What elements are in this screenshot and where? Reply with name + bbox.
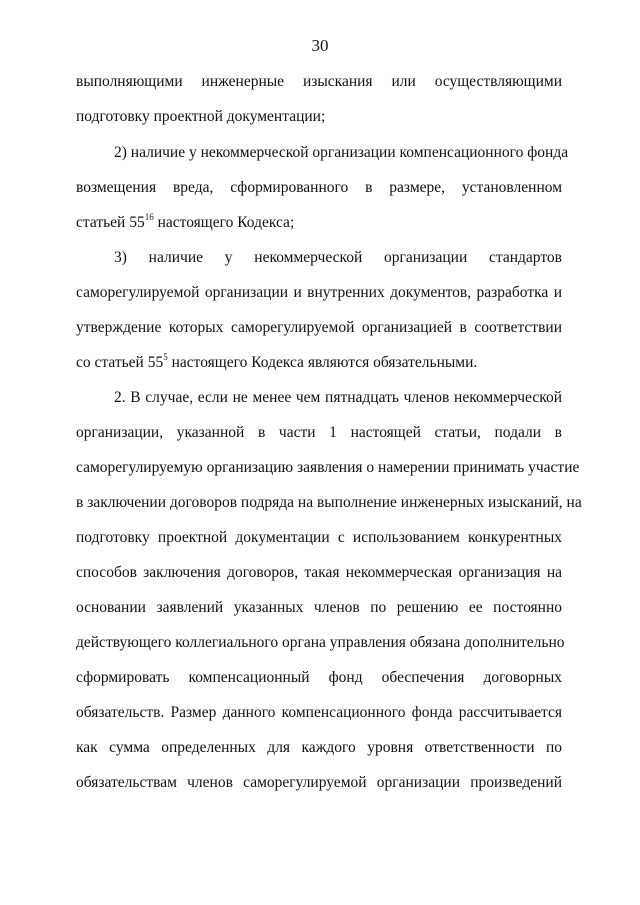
text-line: действующего коллегиального органа управления обязана дополнительно [76, 634, 565, 651]
superscript: 16 [144, 211, 154, 222]
text-fragment: со статьей 55 [76, 354, 164, 371]
text-line: подготовку проектной документации с использованием конкурентных [76, 529, 562, 546]
text-line: обязательств. Размер данного компенсационного фонда рассчитывается [76, 704, 562, 721]
text-line: 3) наличие у некоммерческой организации стандартов [114, 249, 562, 266]
text-fragment: настоящего Кодекса; [153, 214, 295, 231]
text-fragment: настоящего Кодекса являются обязательными. [167, 354, 478, 371]
text-line: саморегулируемой организации и внутренних документов, разработка и [76, 284, 562, 301]
text-line: способов заключения договоров, такая некоммерческая организация на [76, 564, 562, 581]
text-line: как сумма определенных для каждого уровня ответственности по [76, 739, 562, 756]
text-line: 2. В случае, если не менее чем пятнадцать членов некоммерческой [114, 389, 562, 406]
text-fragment: статьей 55 [76, 214, 145, 231]
text-line: выполняющими инженерные изыскания или осуществляющими [76, 73, 562, 90]
text-line-with-superscript [76, 213, 562, 233]
text-line: основании заявлений указанных членов по решению ее постоянно [76, 599, 562, 616]
text-line: подготовку проектной документации; [76, 108, 326, 125]
text-line: в заключении договоров подряда на выполнение инженерных изысканий, на [76, 494, 582, 511]
text-line: обязательствам членов саморегулируемой организации произведений [76, 774, 562, 791]
text-line: сформировать компенсационный фонд обеспечения договорных [76, 669, 562, 686]
text-line: 2) наличие у некоммерческой организации компенсационного фонда [114, 144, 569, 161]
text-line: саморегулируемую организацию заявления о намерении принимать участие [76, 459, 580, 476]
text-line-with-superscript [76, 353, 562, 373]
text-line: утверждение которых саморегулируемой организацией в соответствии [76, 319, 562, 336]
superscript: 5 [163, 351, 168, 362]
page-number: 30 [311, 36, 329, 55]
text-line: возмещения вреда, сформированного в размере, установленном [76, 179, 562, 196]
text-line: организации, указанной в части 1 настоящей статьи, подали в [76, 424, 562, 441]
